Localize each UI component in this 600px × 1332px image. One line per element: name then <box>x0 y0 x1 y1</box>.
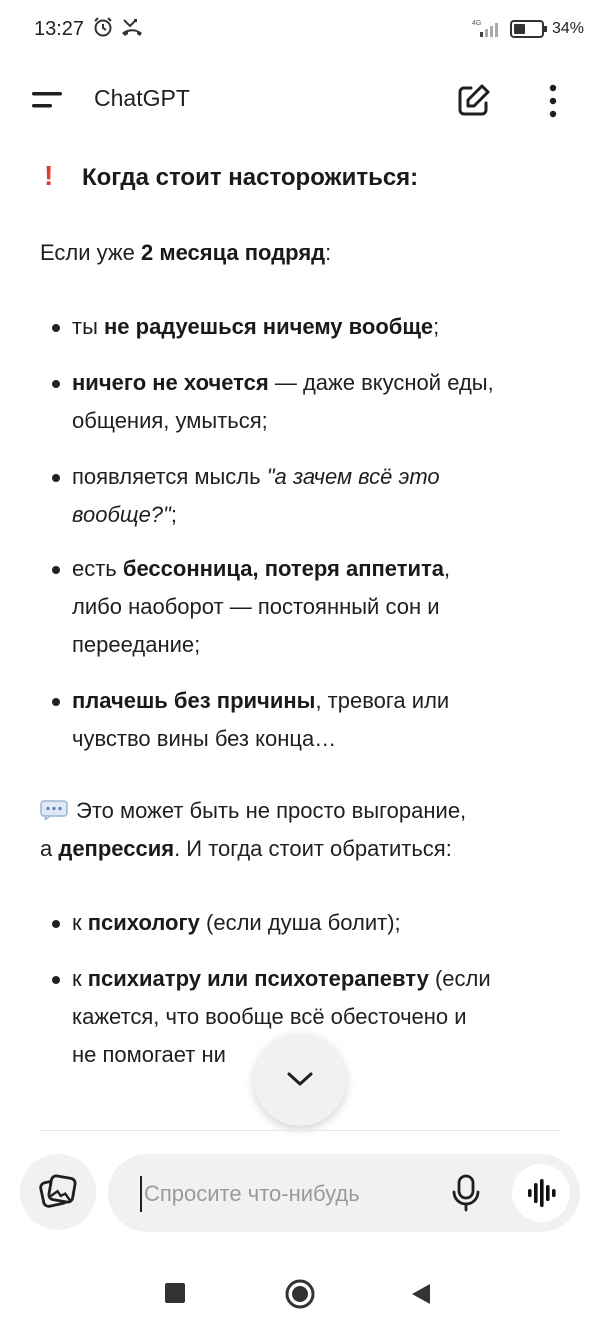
exclamation-icon: ! <box>44 160 54 191</box>
new-chat-button[interactable] <box>452 80 494 122</box>
svg-text:4G: 4G <box>472 20 482 27</box>
back-button[interactable] <box>410 1282 432 1311</box>
status-bar <box>0 0 600 60</box>
battery-icon <box>510 20 550 43</box>
app-title: ChatGPT <box>94 85 190 111</box>
menu-icon <box>24 82 72 118</box>
triangle-back-icon <box>410 1282 432 1306</box>
voice-mode-button[interactable] <box>512 1164 570 1222</box>
voice-mode-icon <box>512 1164 570 1222</box>
menu-button[interactable] <box>24 82 72 118</box>
message-heading: ! Когда стоит насторожиться: <box>44 160 419 191</box>
scroll-down-button[interactable] <box>254 1034 346 1126</box>
more-options-button[interactable] <box>538 80 568 122</box>
signal-icon <box>470 18 504 43</box>
mic-button[interactable] <box>446 1172 486 1214</box>
composer <box>108 1154 580 1232</box>
divider <box>40 1130 560 1131</box>
recents-button[interactable] <box>164 1282 186 1309</box>
more-vert-icon <box>538 80 568 122</box>
missed-call-icon <box>120 16 144 43</box>
new-chat-icon <box>452 80 494 122</box>
gallery-icon <box>20 1154 96 1230</box>
conclusion-paragraph: Это может быть не просто выгорание, а депрессия. И тогда стоит обратиться: <box>40 792 570 868</box>
home-button[interactable] <box>284 1278 316 1315</box>
square-icon <box>164 1282 186 1304</box>
speech-bubble-icon <box>40 794 68 814</box>
chevron-down-icon <box>286 1070 314 1088</box>
attach-button[interactable] <box>20 1154 96 1230</box>
intro-paragraph: Если уже 2 месяца подряд: <box>40 240 332 265</box>
circle-icon <box>284 1278 316 1310</box>
system-nav-bar <box>0 1254 600 1332</box>
status-time: 13:27 <box>34 18 85 40</box>
alarm-icon <box>92 16 114 43</box>
mic-icon <box>446 1172 486 1214</box>
message-input[interactable] <box>140 1176 426 1212</box>
top-app-bar <box>0 62 600 138</box>
battery-percent: 34% <box>551 20 584 37</box>
